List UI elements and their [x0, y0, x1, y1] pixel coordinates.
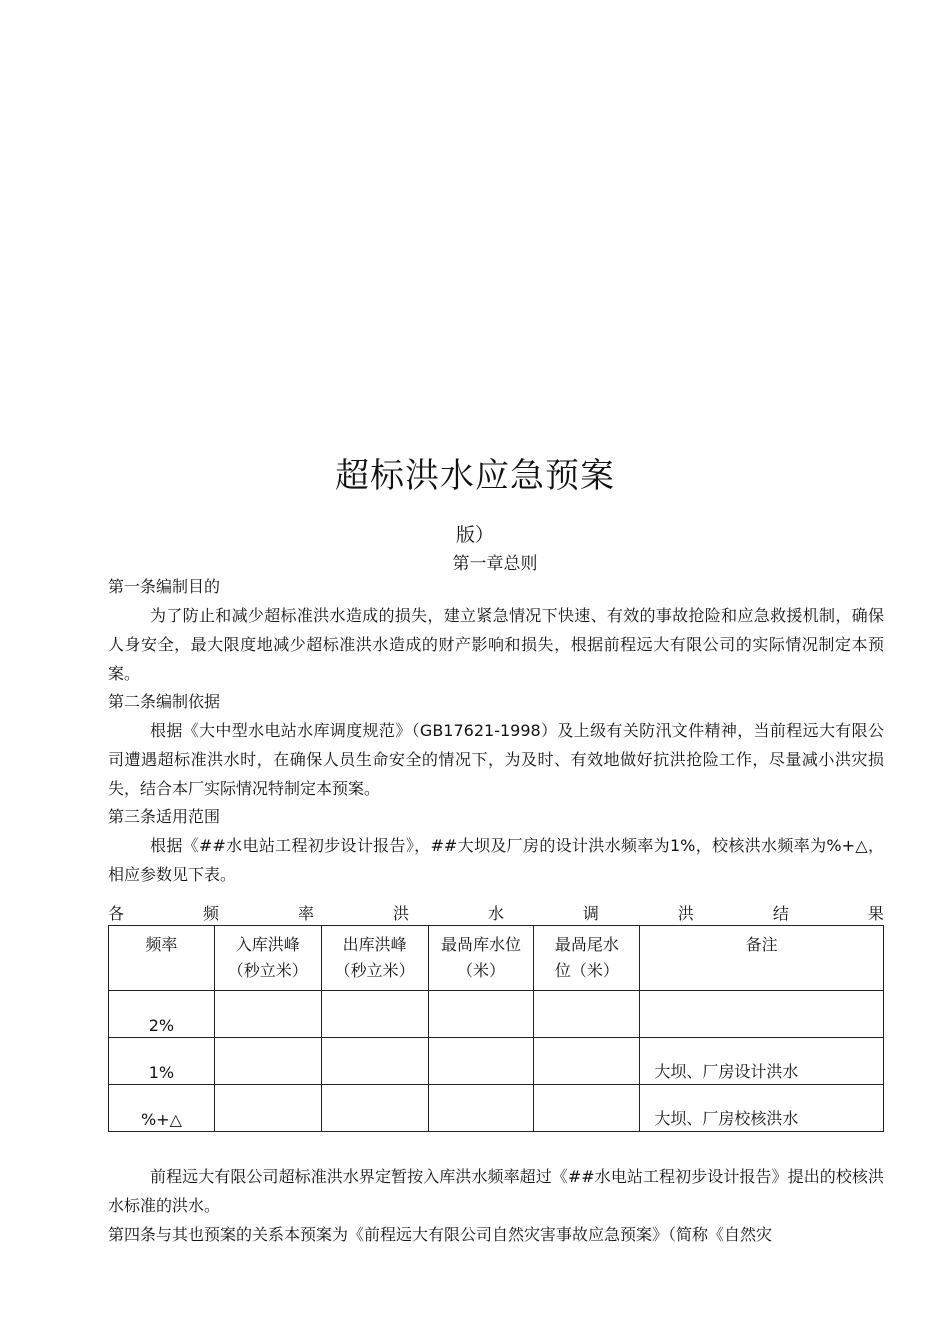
cell-frequency: %+△: [109, 1085, 215, 1132]
cell-tailwater-level: [534, 991, 640, 1038]
cell-remark: 大坝、厂房设计洪水: [640, 1038, 884, 1085]
table-row: [109, 991, 884, 1038]
table-caption: [108, 903, 884, 925]
header-remark: 备注: [640, 926, 884, 991]
cell-inflow-peak: [214, 1085, 321, 1132]
caption-char: 结: [772, 904, 789, 923]
header-max-tailwater-level: 最咼尾水 位（米）: [534, 926, 640, 991]
cell-remark: 大坝、厂房校核洪水: [640, 1085, 884, 1132]
cell-tailwater-level: [534, 1085, 640, 1132]
table-row: [109, 1085, 884, 1132]
table-row: [109, 1038, 884, 1085]
section-4-line: 第四条与其也预案的关系本预案为《前程远大有限公司自然灾害事故应急预案》（简称《自然灾: [108, 1225, 773, 1244]
chapter-title: 第一章总则: [452, 554, 538, 574]
flood-routing-table: [108, 925, 884, 1132]
cell-frequency: 2%: [109, 991, 215, 1038]
cell-frequency: 1%: [109, 1038, 215, 1085]
caption-char: 水: [487, 904, 504, 923]
cell-reservoir-level: [428, 991, 534, 1038]
cell-reservoir-level: [428, 1038, 534, 1085]
caption-char: 各: [108, 904, 125, 923]
caption-char: 率: [297, 904, 314, 923]
header-outflow-peak: 出库洪峰 （秒立米）: [321, 926, 428, 991]
header-max-reservoir-level: 最咼库水位 （米）: [428, 926, 534, 991]
header-inflow-peak: 入库洪峰 （秒立米）: [214, 926, 321, 991]
section-1-heading: 第一条编制目的: [108, 577, 221, 596]
caption-char: 洪: [677, 904, 694, 923]
document-title: 超标洪水应急预案: [335, 456, 615, 496]
cell-tailwater-level: [534, 1038, 640, 1085]
caption-char: 频: [202, 904, 219, 923]
document-subtitle: 版）: [455, 524, 494, 546]
cell-remark: [640, 991, 884, 1038]
section-2-heading: 第二条编制依据: [108, 692, 221, 711]
section-2-paragraph: 根据《大中型水电站水库调度规范》（GB17621-1998）及上级有关防汛文件精神，当前程远大有限公司遭遇超标准洪水时，在确保人员生命安全的情况下，为及时、有效地做好抗洪抢险工作，尽量减小洪灾损失，结合本厂实际情况特制定本预案。: [108, 721, 884, 798]
caption-char: 果: [867, 904, 884, 923]
cell-inflow-peak: [214, 991, 321, 1038]
cell-outflow-peak: [321, 1085, 428, 1132]
section-3-paragraph: 根据《##水电站工程初步设计报告》，##大坝及厂房的设计洪水频率为1%，校核洪水频率为%+△，相应参数见下表。: [108, 836, 884, 884]
header-frequency: 频率: [109, 926, 215, 991]
cell-outflow-peak: [321, 1038, 428, 1085]
table-header-row: [109, 926, 884, 991]
after-table-paragraph: 前程远大有限公司超标准洪水界定暂按入库洪水频率超过《##水电站工程初步设计报告》提出的校核洪水标准的洪水。: [108, 1167, 884, 1215]
caption-char: 洪: [392, 904, 409, 923]
section-1-paragraph: 为了防止和减少超标准洪水造成的损失，建立紧急情况下快速、有效的事故抢险和应急救援机制，确保人身安全，最大限度地减少超标准洪水造成的财产影响和损失，根据前程远大有限公司的实际情况制定本预案。: [108, 606, 884, 683]
cell-outflow-peak: [321, 991, 428, 1038]
section-3-heading: 第三条适用范围: [108, 807, 221, 826]
caption-char: 调: [582, 904, 599, 923]
cell-reservoir-level: [428, 1085, 534, 1132]
cell-inflow-peak: [214, 1038, 321, 1085]
